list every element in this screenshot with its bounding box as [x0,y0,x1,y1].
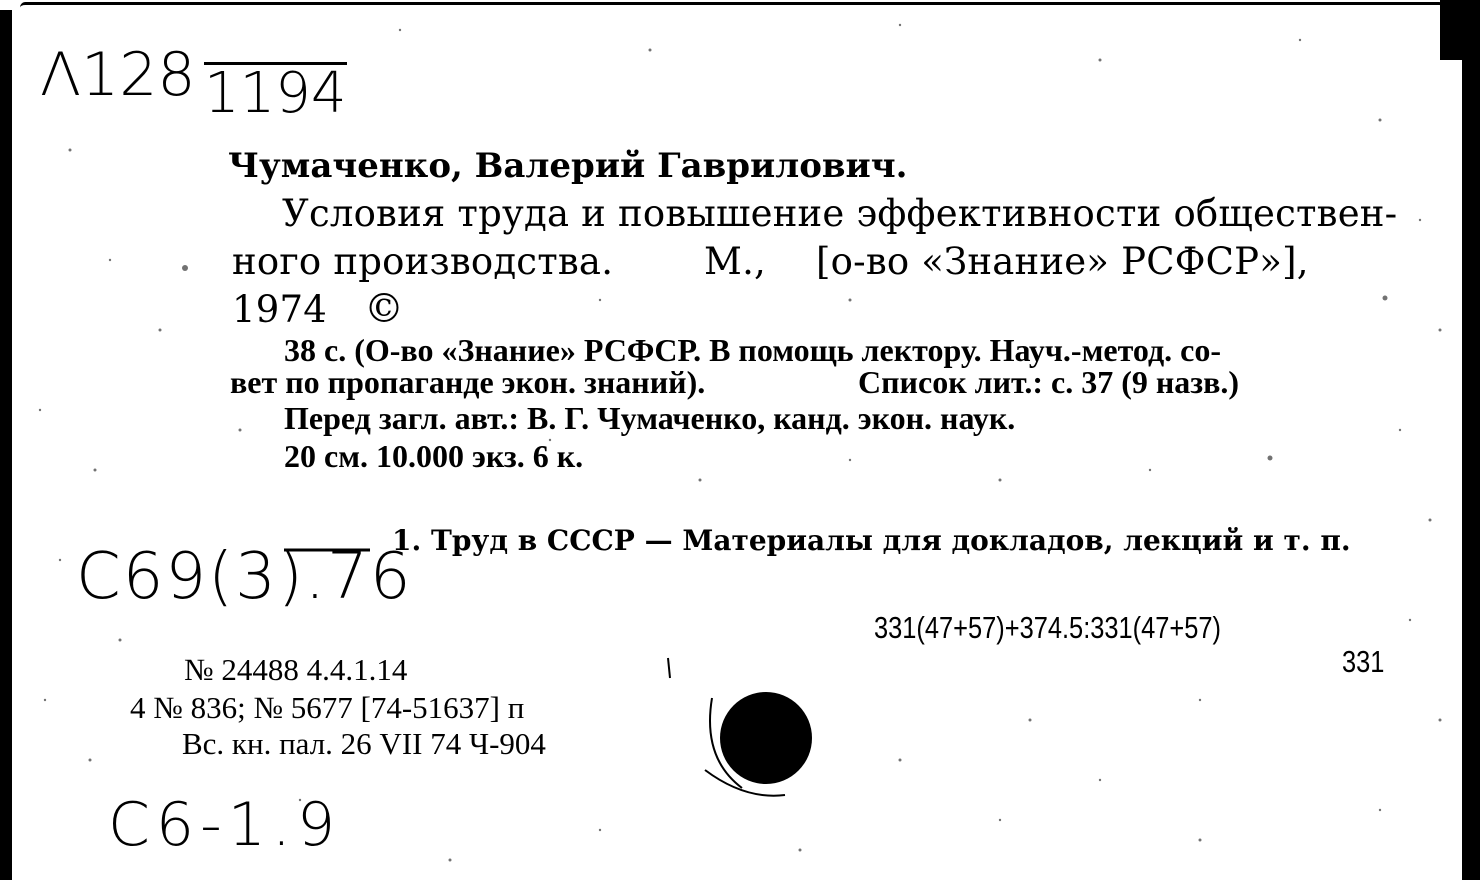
title-line-2: ного производства. [232,240,614,283]
size-print-run-price: 20 см. 10.000 экз. 6 к. [284,438,584,474]
subject-heading: 1. Труд в СССР — Материалы для докладов, лекций и т. п. [392,524,1351,557]
collation-line-1: 38 с. (О-во «Знание» РСФСР. В помощь лектору. Науч.-метод. со- [284,332,1221,368]
udc-code-secondary: 331 [1342,644,1385,679]
handwritten-shelfmark-number: 1194 [204,61,347,126]
copyright-icon: © [364,286,405,332]
author-note: Перед загл. авт.: В. Г. Чумаченко, канд. экон. наук. [284,400,1016,436]
collation-line-2: вет по пропаганде экон. знаний). [230,364,706,400]
handwritten-shelfmark: Λ128 [40,40,196,110]
publication-year: 1974 [232,288,327,331]
publication-place: М., [704,240,767,283]
handwritten-classification: С69(3).76 [76,540,413,614]
publisher: [о-во «Знание» РСФСР»], [816,240,1309,283]
classification-dash-mark [282,540,372,560]
bibliography-note: Список лит.: с. 37 (9 назв.) [858,364,1240,400]
book-chamber-imprint: Вс. кн. пал. 26 VII 74 Ч-904 [182,726,546,761]
card-number: № 24488 4.4.1.14 [184,652,408,687]
punch-hole [720,692,812,784]
author-heading: Чумаченко, Валерий Гаврилович. [228,146,908,186]
registry-numbers: 4 № 836; № 5677 [74-51637] п [130,690,525,725]
handwritten-bottom-code: С6-1.9 [108,790,342,860]
udc-code: 331(47+57)+374.5:331(47+57) [874,610,1222,645]
title-line-1: Условия труда и повышение эффективности обществен- [282,192,1398,235]
